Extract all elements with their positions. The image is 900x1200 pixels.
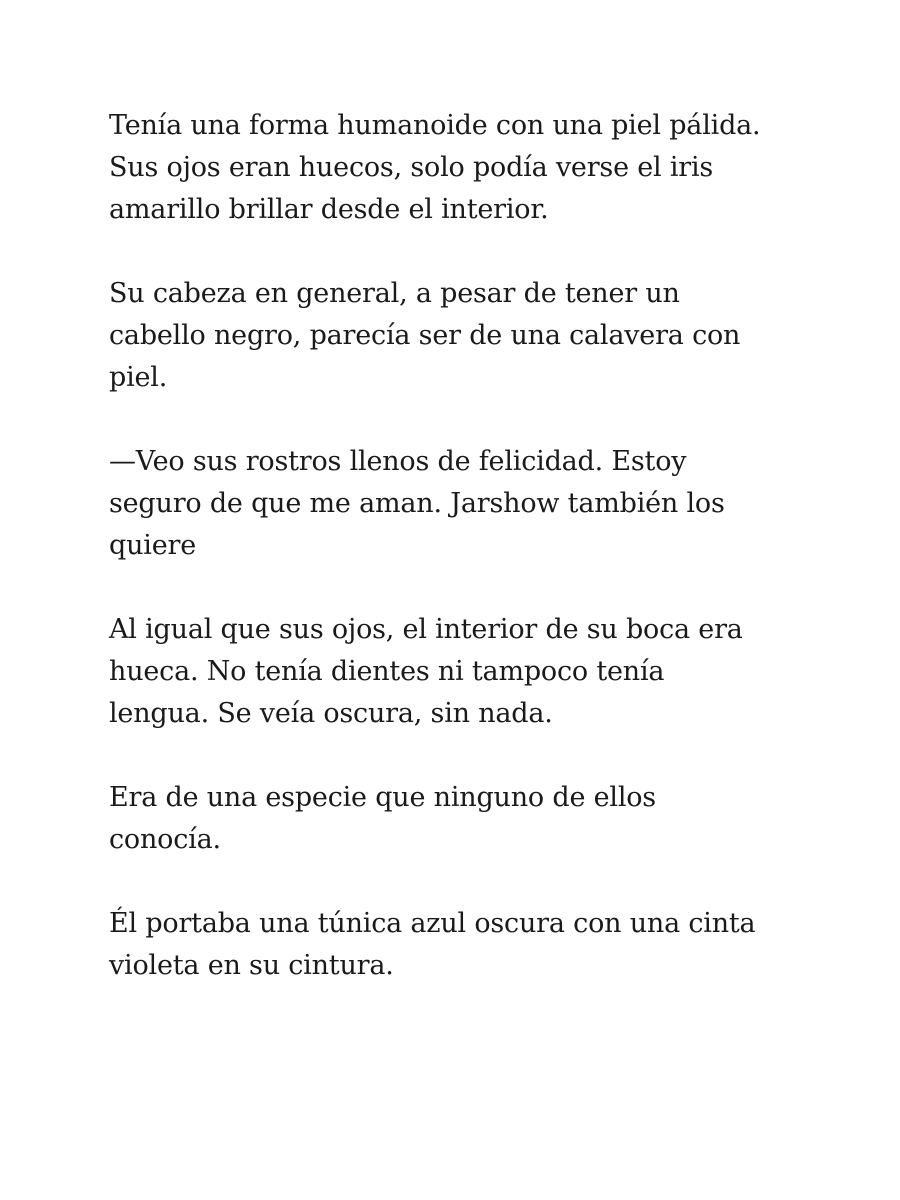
paragraph-1 [109,105,809,231]
paragraph-4 [109,609,809,735]
paragraph-line: lengua. Se veía oscura, sin nada. [109,698,553,729]
paragraph-line: Al igual que sus ojos, el interior de su boca era [109,614,743,645]
paragraph-3 [109,441,809,567]
paragraph-line: quiere [109,530,196,561]
paragraph-line: violeta en su cintura. [109,950,394,981]
paragraph-line: conocía. [109,824,221,855]
paragraph-line: —Veo sus rostros llenos de felicidad. Estoy [109,446,687,477]
paragraph-line: Era de una especie que ninguno de ellos [109,782,656,813]
paragraph-line: Sus ojos eran huecos, solo podía verse el iris [109,152,714,183]
document-body [109,105,809,1029]
paragraph-line: Su cabeza en general, a pesar de tener un [109,278,680,309]
paragraph-2 [109,273,809,399]
paragraph-6 [109,903,809,987]
paragraph-line: Tenía una forma humanoide con una piel pálida. [109,110,761,141]
paragraph-line: cabello negro, parecía ser de una calavera con [109,320,741,351]
paragraph-5 [109,777,809,861]
paragraph-line: Él portaba una túnica azul oscura con una cinta [109,908,756,939]
paragraph-line: seguro de que me aman. Jarshow también los [109,488,725,519]
paragraph-line: hueca. No tenía dientes ni tampoco tenía [109,656,665,687]
paragraph-line: amarillo brillar desde el interior. [109,194,549,225]
paragraph-line: piel. [109,362,168,393]
